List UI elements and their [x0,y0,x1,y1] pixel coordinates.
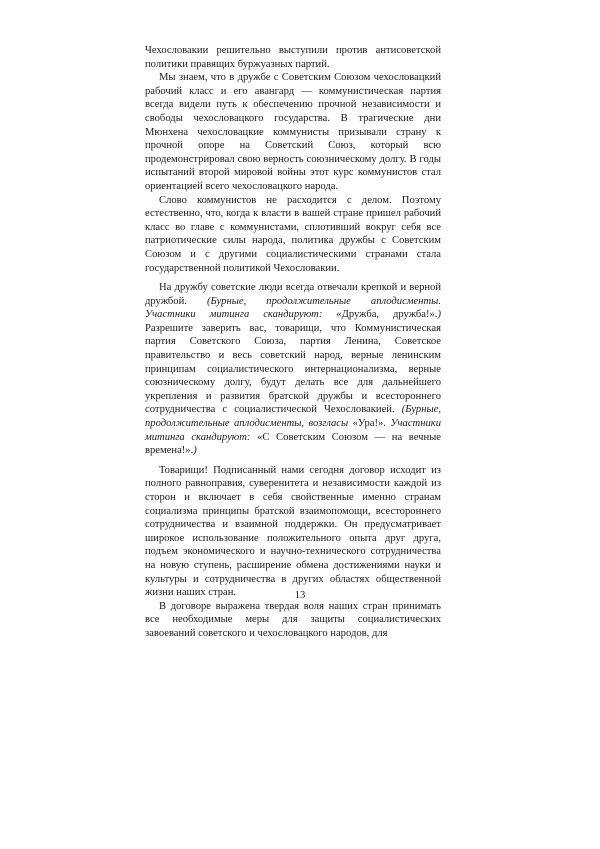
text-run: Разрешите заверить вас, товарищи, что Коммунистическая партия Советского Союза, партия Ленина, Советское правительство и весь советский народ, верные ленинским принципам социалистического интернационализма, верные союзническому долгу, будут делать все для дальнейшего укрепления и развития братской дружбы и всестороннего сотрудничества с социалистической Чехословакией. [145,322,441,416]
paragraph [145,44,441,71]
italic-run: (Бурные, продолжительные аплодисменты. Участники митинга скандируют: [145,295,441,321]
text-run: Мы знаем, что в дружбе с Советским Союзом чехословацкий рабочий класс и его авангард — коммунистическая партия всегда видели путь к обеспечению прочной независимости и свободы чехословацкого государства. В трагические дни Мюнхена чехословацкие коммунисты призывали страну к прочной опоре на Советский Союз, который всю продемонстрировал свою верность союзническому долгу. В годы испытаний второй мировой войны этот курс коммунистов стал ориентацией всего чехословацкого народа. [145,72,441,192]
page-number: 13 [294,590,306,601]
paragraph [145,71,441,193]
text-run: «Ура!». [352,418,391,430]
text-run: Товарищи! Подписанный нами сегодня договор исходит из полного равноправия, суверенитета и независимости каждой из сторон и включает в себя свойственные именно странам социализма принципы братской взаимопомощи, всестороннего сотрудничества и взаимной поддержки. Он предусматривает широкое использование положительного опыта друг друга, подъем экономического и научно-технического сотрудничества на новую ступень, расширение обмена достижениями науки и культуры и сотрудничества в других областях общественной жизни наших стран. [145,464,441,599]
italic-run: Участники митинга скандируют: [145,418,441,443]
text-run: Слово коммунистов не расходится с делом. Поэтому естественно, что, когда к власти в вашей стране пришел рабочий класс во главе с коммунистами, сплотивший вокруг себя все патриотические силы народа, политика дружбы с Советским Союзом и с другими социалистическими странами стала государственной политикой Чехословакии. [145,194,441,274]
text-run: Чехословакии решительно выступили против антисоветской политики правящих буржуазных партий. [145,45,441,70]
italic-run: ) [437,309,441,321]
text-run: В договоре выражена твердая воля наших стран принимать все необходимые меры для защиты социалистических завоеваний советского и чехословацкого народов, для [145,600,441,639]
body-text [145,44,441,641]
paragraph [145,464,441,600]
italic-run: ) [193,445,197,457]
paragraph [145,281,441,458]
text-run: «Дружба, дружба!». [336,309,438,321]
text-run: «С Советским Союзом — на вечные времена!». [145,431,441,457]
paragraph [145,194,441,276]
paragraph [145,600,441,641]
italic-run: (Бурные, продолжительные аплодисменты, возгласы [145,404,441,430]
text-run: На дружбу советские люди всегда отвечали крепкой и верной дружбой. [145,282,441,307]
